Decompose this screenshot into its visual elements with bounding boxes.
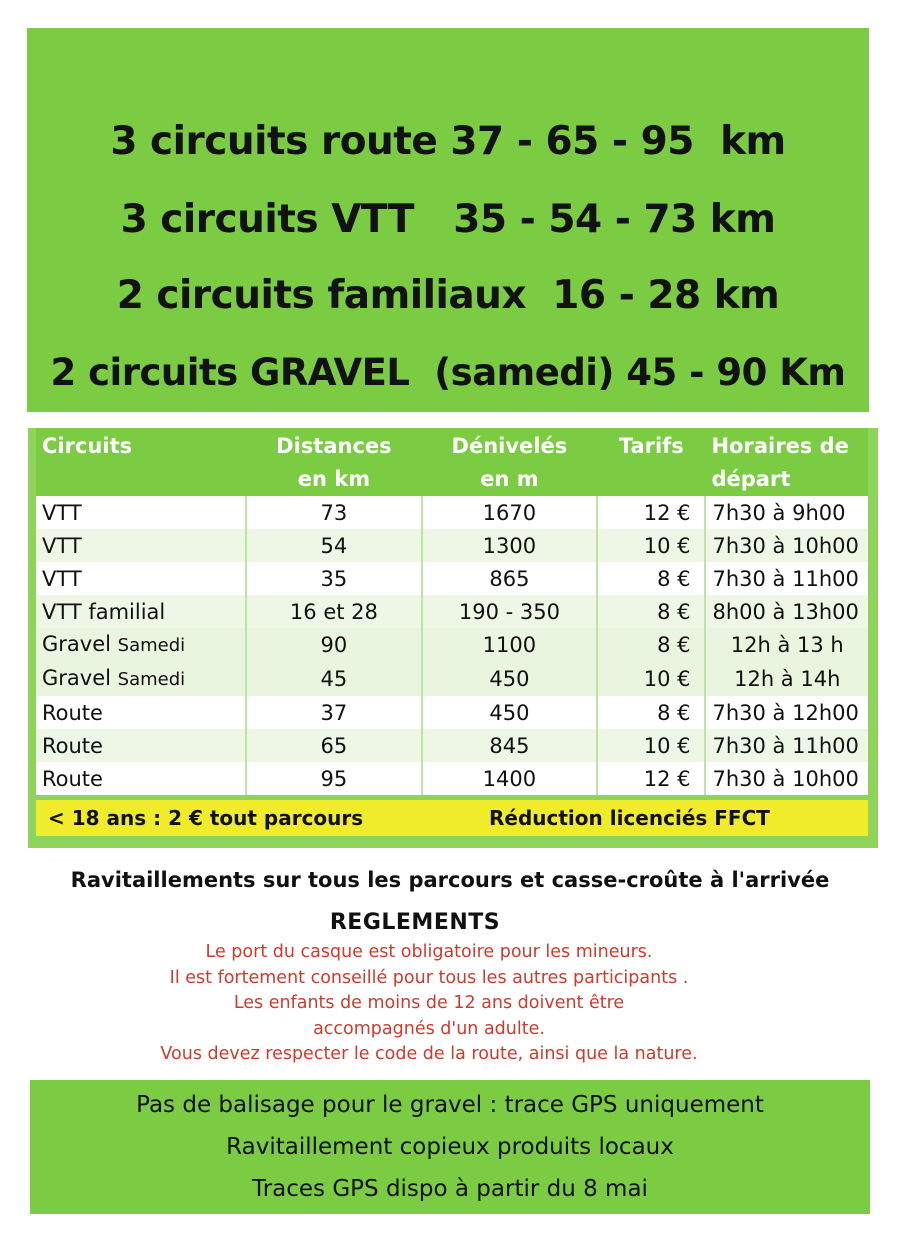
table-row [36, 662, 868, 696]
circuit-line-route: 3 circuits route 37 - 65 - 95 km [110, 119, 786, 164]
info-box [30, 1080, 870, 1214]
circuit-name: Gravel [42, 632, 111, 656]
cell-horaire: 7h30 à 11h00 [705, 729, 868, 762]
info-line-traces: Traces GPS dispo à partir du 8 mai [252, 1176, 648, 1202]
circuit-line-vtt: 3 circuits VTT 35 - 54 - 73 km [120, 197, 776, 242]
cell-tarif: 10 € [597, 729, 705, 762]
reglement-line: accompagnés d'un adulte. [313, 1018, 545, 1039]
cell-denivele: 1300 [422, 529, 598, 562]
cell-denivele: 845 [422, 729, 598, 762]
reglement-line: Il est fortement conseillé pour tous les autres participants . [169, 967, 689, 988]
cell-horaire: 7h30 à 10h00 [705, 762, 868, 795]
circuit-line-gravel: 2 circuits GRAVEL (samedi) 45 - 90 Km [50, 351, 846, 394]
cell-circuit: VTT familial [36, 595, 246, 628]
cell-horaire: 7h30 à 11h00 [705, 562, 868, 595]
circuit-sub: Samedi [117, 635, 186, 656]
cell-denivele: 450 [422, 696, 598, 729]
cell-circuit [36, 662, 246, 696]
cell-distance: 90 [246, 628, 422, 662]
info-line-ravitaillement: Ravitaillement copieux produits locaux [226, 1134, 674, 1160]
cell-distance: 95 [246, 762, 422, 795]
header-tarifs: Tarifs [597, 428, 705, 496]
cell-distance: 65 [246, 729, 422, 762]
table-row [36, 696, 868, 729]
cell-horaire: 7h30 à 12h00 [705, 696, 868, 729]
cell-horaire: 12h à 14h [705, 662, 868, 696]
cell-horaire: 7h30 à 10h00 [705, 529, 868, 562]
cell-tarif: 8 € [597, 628, 705, 662]
table-row [36, 562, 868, 595]
footer-ffct-discount: Réduction licenciés FFCT [489, 806, 770, 830]
table-row [36, 496, 868, 529]
cell-horaire: 12h à 13 h [705, 628, 868, 662]
cell-denivele: 1400 [422, 762, 598, 795]
circuit-name: Gravel [42, 666, 111, 690]
reglement-line: Le port du casque est obligatoire pour les mineurs. [205, 942, 653, 962]
cell-horaire: 7h30 à 9h00 [705, 496, 868, 529]
table-row [36, 628, 868, 662]
cell-distance: 37 [246, 696, 422, 729]
header-horaires: Horaires de départ [705, 428, 868, 496]
reglement-line: Les enfants de moins de 12 ans doivent être [233, 993, 625, 1013]
cell-distance: 73 [246, 496, 422, 529]
cell-tarif: 12 € [597, 496, 705, 529]
cell-tarif: 8 € [597, 696, 705, 729]
cell-denivele: 450 [422, 662, 598, 696]
cell-circuit: Route [36, 729, 246, 762]
circuits-table [36, 428, 868, 795]
cell-distance: 54 [246, 529, 422, 562]
cell-distance: 35 [246, 562, 422, 595]
table-row [36, 529, 868, 562]
cell-circuit [36, 628, 246, 662]
header-distances: Distances en km [246, 428, 422, 496]
circuit-sub: Samedi [117, 669, 186, 690]
cell-tarif: 8 € [597, 595, 705, 628]
cell-distance: 16 et 28 [246, 595, 422, 628]
reglements-title: REGLEMENTS [329, 910, 501, 935]
cell-circuit: Route [36, 696, 246, 729]
cell-circuit: VTT [36, 529, 246, 562]
header-circuits: Circuits [36, 428, 246, 496]
ravitaillement-note: Ravitaillements sur tous les parcours et casse-croûte à l'arrivée [70, 868, 830, 892]
cell-denivele: 1670 [422, 496, 598, 529]
cell-tarif: 10 € [597, 529, 705, 562]
cell-circuit: VTT [36, 562, 246, 595]
table-row [36, 762, 868, 795]
cell-denivele: 1100 [422, 628, 598, 662]
cell-tarif: 8 € [597, 562, 705, 595]
cell-distance: 45 [246, 662, 422, 696]
cell-denivele: 865 [422, 562, 598, 595]
reglement-line: Vous devez respecter le code de la route, ainsi que la nature. [160, 1044, 698, 1064]
cell-circuit: VTT [36, 496, 246, 529]
cell-tarif: 10 € [597, 662, 705, 696]
cell-tarif: 12 € [597, 762, 705, 795]
circuit-line-familiaux: 2 circuits familiaux 16 - 28 km [116, 273, 780, 318]
table-header-row [36, 428, 868, 496]
footer-youth-price: < 18 ans : 2 € tout parcours [48, 806, 364, 830]
cell-horaire: 8h00 à 13h00 [705, 595, 868, 628]
info-line-gps: Pas de balisage pour le gravel : trace GPS uniquement [136, 1092, 764, 1118]
header-deniveles: Dénivelés en m [422, 428, 598, 496]
cell-circuit: Route [36, 762, 246, 795]
table-row [36, 595, 868, 628]
table-row [36, 729, 868, 762]
reglements-text [0, 940, 858, 1068]
table-footer-bar [36, 800, 868, 836]
circuits-table-panel [28, 428, 878, 848]
circuits-summary-box [27, 28, 869, 412]
cell-denivele: 190 - 350 [422, 595, 598, 628]
